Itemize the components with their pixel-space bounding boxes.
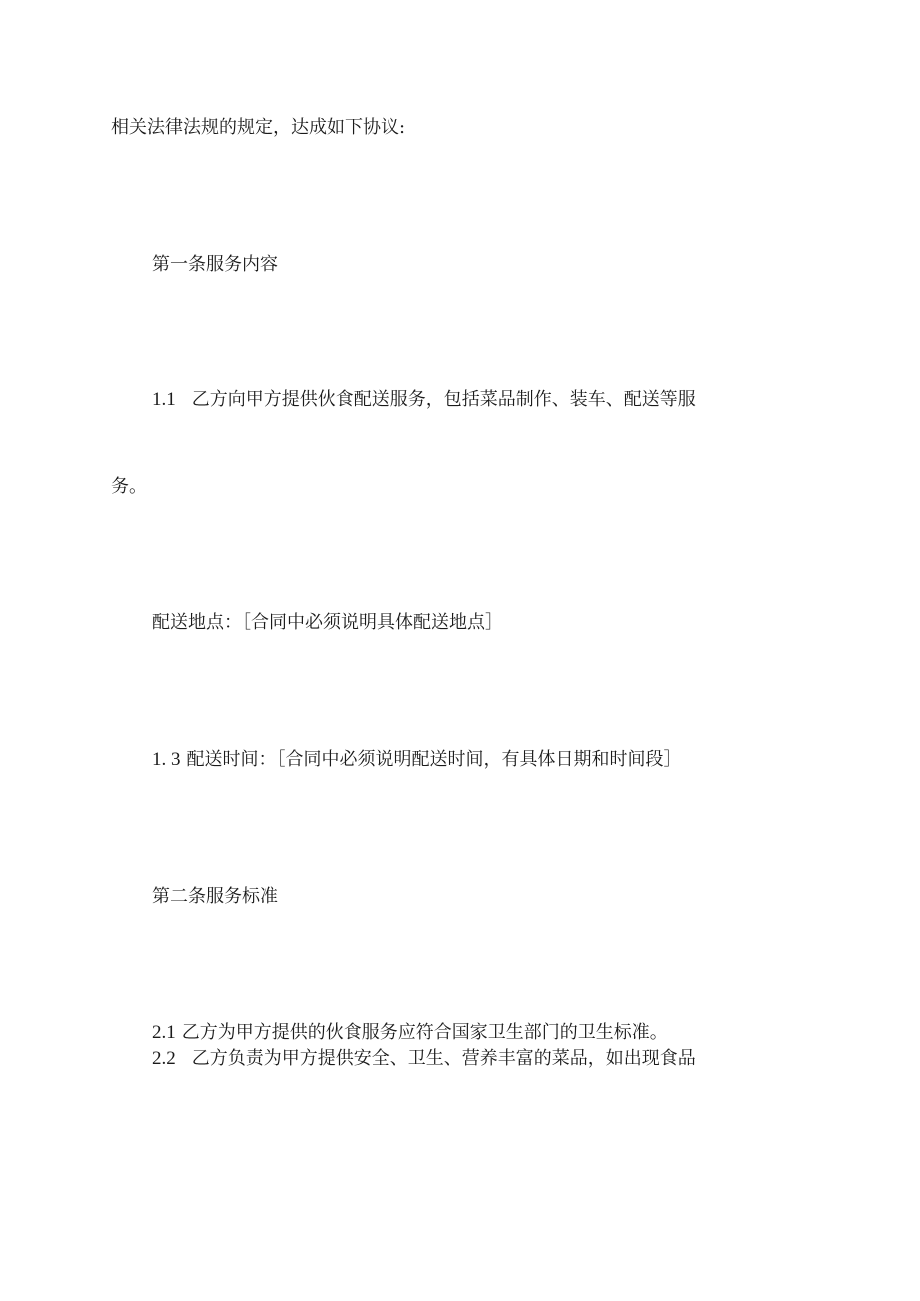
article-1-heading: 第一条服务内容 <box>152 254 278 275</box>
clause-1-3-text: 配送时间：［合同中必须说明配送时间，有具体日期和时间段］ <box>186 749 682 770</box>
intro-paragraph-line: 相关法律法规的规定，达成如下协议: <box>111 117 406 138</box>
clause-1-1-number: 1.1 <box>152 389 176 410</box>
clause-2-1-number: 2.1 <box>152 1022 176 1043</box>
clause-2-2 <box>152 1047 696 1071</box>
clause-1-3-number: 1. 3 <box>152 749 181 770</box>
article-2-heading: 第二条服务标准 <box>152 886 278 907</box>
delivery-location-line: 配送地点：［合同中必须说明具体配送地点］ <box>152 612 503 633</box>
clause-1-1 <box>152 388 696 412</box>
clause-2-2-number: 2.2 <box>152 1048 176 1069</box>
clause-1-3 <box>152 748 682 772</box>
clause-2-1 <box>152 1021 668 1045</box>
clause-1-1-continuation: 务。 <box>111 476 147 497</box>
clause-1-1-text: 乙方向甲方提供伙食配送服务，包括菜品制作、装车、配送等服 <box>191 389 696 410</box>
clause-2-1-text: 乙方为甲方提供的伙食服务应符合国家卫生部门的卫生标准。 <box>181 1022 668 1043</box>
clause-2-2-text: 乙方负责为甲方提供安全、卫生、营养丰富的菜品，如出现食品 <box>191 1048 696 1069</box>
